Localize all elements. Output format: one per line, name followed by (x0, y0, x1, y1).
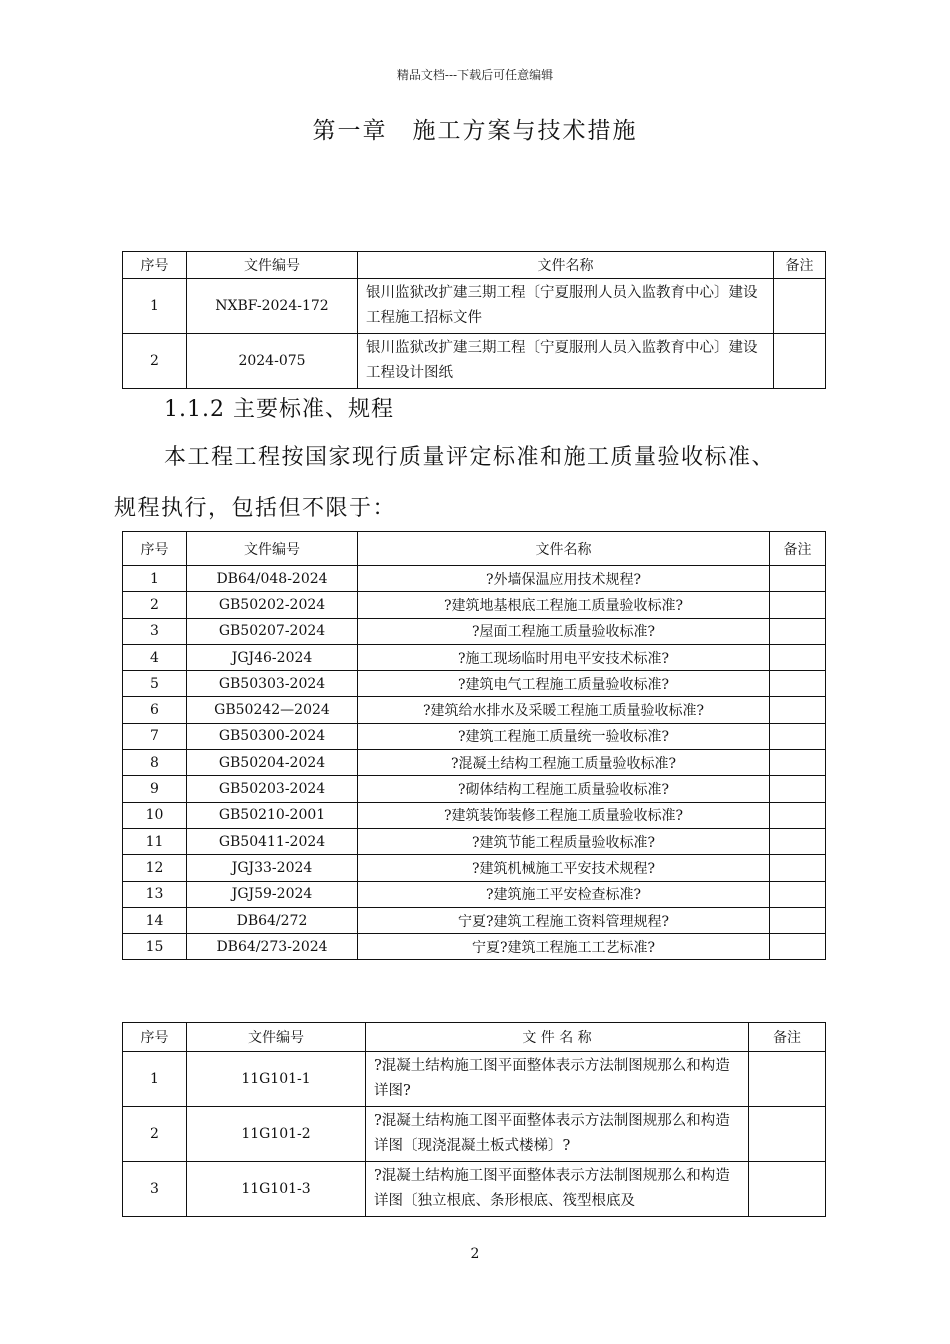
cell-name: 宁夏?建筑工程施工资料管理规程? (358, 907, 770, 933)
section-heading: 1.1.2 主要标准、规程 (164, 397, 394, 422)
cell-code: GB50203-2024 (187, 776, 358, 802)
cell-index: 11 (123, 828, 187, 854)
table-row (123, 828, 826, 854)
table-row (123, 881, 826, 907)
cell-note (774, 279, 826, 334)
header-note: 备注 (770, 532, 826, 566)
cell-note (770, 566, 826, 592)
cell-code: JGJ33-2024 (187, 855, 358, 881)
cell-name: ?外墙保温应用技术规程? (358, 566, 770, 592)
reference-documents-table (122, 251, 826, 389)
cell-index: 4 (123, 644, 187, 670)
paragraph-line: 规程执行，包括但不限于： (114, 496, 397, 521)
cell-note (774, 334, 826, 389)
table-row (123, 1107, 826, 1162)
cell-index: 8 (123, 750, 187, 776)
table-row (123, 776, 826, 802)
header-name: 文件名称 (358, 532, 770, 566)
table-row (123, 934, 826, 960)
cell-index: 13 (123, 881, 187, 907)
cell-note (770, 828, 826, 854)
cell-code: JGJ59-2024 (187, 881, 358, 907)
cell-note (770, 934, 826, 960)
cell-note (770, 776, 826, 802)
cell-index: 1 (123, 566, 187, 592)
header-index: 序号 (123, 1023, 187, 1052)
table-row (123, 723, 826, 749)
cell-note (770, 592, 826, 618)
cell-note (749, 1107, 826, 1162)
cell-code: DB64/272 (187, 907, 358, 933)
cell-code: 11G101-2 (187, 1107, 366, 1162)
cell-name: ?建筑施工平安检查标准? (358, 881, 770, 907)
cell-code: GB50242—2024 (187, 697, 358, 723)
cell-code: JGJ46-2024 (187, 644, 358, 670)
table-header-row (123, 532, 826, 566)
cell-index: 2 (123, 592, 187, 618)
header-index: 序号 (123, 252, 187, 279)
table-row (123, 671, 826, 697)
cell-note (770, 618, 826, 644)
header-code: 文件编号 (187, 252, 358, 279)
table-row (123, 855, 826, 881)
table3-body (123, 1052, 826, 1217)
cell-index: 3 (123, 1162, 187, 1217)
cell-code: GB50300-2024 (187, 723, 358, 749)
table-row (123, 1162, 826, 1217)
cell-code: DB64/048-2024 (187, 566, 358, 592)
cell-note (770, 907, 826, 933)
cell-name: ?砌体结构工程施工质量验收标准? (358, 776, 770, 802)
cell-name: ?混凝土结构施工图平面整体表示方法制图规那么和构造详图? (366, 1052, 749, 1107)
cell-index: 15 (123, 934, 187, 960)
cell-index: 3 (123, 618, 187, 644)
cell-note (770, 723, 826, 749)
cell-index: 2 (123, 1107, 187, 1162)
cell-index: 1 (123, 1052, 187, 1107)
cell-note (749, 1052, 826, 1107)
cell-name: ?施工现场临时用电平安技术标准? (358, 644, 770, 670)
table-header-row (123, 1023, 826, 1052)
cell-index: 6 (123, 697, 187, 723)
cell-index: 14 (123, 907, 187, 933)
cell-code: GB50202-2024 (187, 592, 358, 618)
cell-code: GB50210-2001 (187, 802, 358, 828)
cell-name: ?建筑地基根底工程施工质量验收标准? (358, 592, 770, 618)
cell-name: ?屋面工程施工质量验收标准? (358, 618, 770, 644)
cell-note (770, 802, 826, 828)
header-note: 备注 (749, 1023, 826, 1052)
cell-note (770, 697, 826, 723)
cell-name: 银川监狱改扩建三期工程〔宁夏服刑人员入监教育中心〕建设工程设计图纸 (358, 334, 774, 389)
cell-note (749, 1162, 826, 1217)
cell-note (770, 644, 826, 670)
header-note: 精品文档---下载后可任意编辑 (396, 68, 554, 82)
cell-note (770, 671, 826, 697)
table-row (123, 907, 826, 933)
cell-name: ?建筑节能工程质量验收标准? (358, 828, 770, 854)
header-index: 序号 (123, 532, 187, 566)
table-row (123, 802, 826, 828)
cell-code: GB50303-2024 (187, 671, 358, 697)
cell-name: ?建筑机械施工平安技术规程? (358, 855, 770, 881)
table-row (123, 697, 826, 723)
standards-table (122, 531, 826, 960)
drawing-atlas-table (122, 1022, 826, 1217)
cell-name: ?建筑装饰装修工程施工质量验收标准? (358, 802, 770, 828)
table2-body (123, 566, 826, 960)
table-row (123, 566, 826, 592)
cell-index: 12 (123, 855, 187, 881)
table-row (123, 592, 826, 618)
header-code: 文件编号 (187, 1023, 366, 1052)
cell-code: 11G101-3 (187, 1162, 366, 1217)
table-row (123, 644, 826, 670)
cell-note (770, 750, 826, 776)
cell-code: GB50207-2024 (187, 618, 358, 644)
table-row (123, 750, 826, 776)
table-row (123, 618, 826, 644)
cell-note (770, 881, 826, 907)
header-code: 文件编号 (187, 532, 358, 566)
chapter-title: 第一章 施工方案与技术措施 (312, 118, 638, 144)
page-number: 2 (470, 1246, 480, 1262)
cell-index: 2 (123, 334, 187, 389)
paragraph-line: 本工程工程按国家现行质量评定标准和施工质量验收标准、 (164, 445, 776, 470)
header-name: 文件名称 (358, 252, 774, 279)
cell-index: 5 (123, 671, 187, 697)
table-row (123, 1052, 826, 1107)
cell-index: 7 (123, 723, 187, 749)
cell-name: 银川监狱改扩建三期工程〔宁夏服刑人员入监教育中心〕建设工程施工招标文件 (358, 279, 774, 334)
cell-name: ?建筑电气工程施工质量验收标准? (358, 671, 770, 697)
header-name: 文 件 名 称 (366, 1023, 749, 1052)
cell-code: DB64/273-2024 (187, 934, 358, 960)
cell-name: 宁夏?建筑工程施工工艺标准? (358, 934, 770, 960)
cell-index: 10 (123, 802, 187, 828)
cell-note (770, 855, 826, 881)
cell-name: ?混凝土结构施工图平面整体表示方法制图规那么和构造详图〔独立根底、条形根底、筏型根底及 (366, 1162, 749, 1217)
cell-code: GB50411-2024 (187, 828, 358, 854)
cell-name: ?建筑工程施工质量统一验收标准? (358, 723, 770, 749)
table1-body (123, 279, 826, 389)
header-note: 备注 (774, 252, 826, 279)
cell-index: 1 (123, 279, 187, 334)
table-row (123, 279, 826, 334)
cell-name: ?混凝土结构工程施工质量验收标准? (358, 750, 770, 776)
cell-code: NXBF-2024-172 (187, 279, 358, 334)
cell-code: 2024-075 (187, 334, 358, 389)
cell-code: 11G101-1 (187, 1052, 366, 1107)
table-row (123, 334, 826, 389)
cell-code: GB50204-2024 (187, 750, 358, 776)
cell-name: ?建筑给水排水及采暖工程施工质量验收标准? (358, 697, 770, 723)
cell-index: 9 (123, 776, 187, 802)
cell-name: ?混凝土结构施工图平面整体表示方法制图规那么和构造详图〔现浇混凝土板式楼梯〕? (366, 1107, 749, 1162)
table-header-row (123, 252, 826, 279)
